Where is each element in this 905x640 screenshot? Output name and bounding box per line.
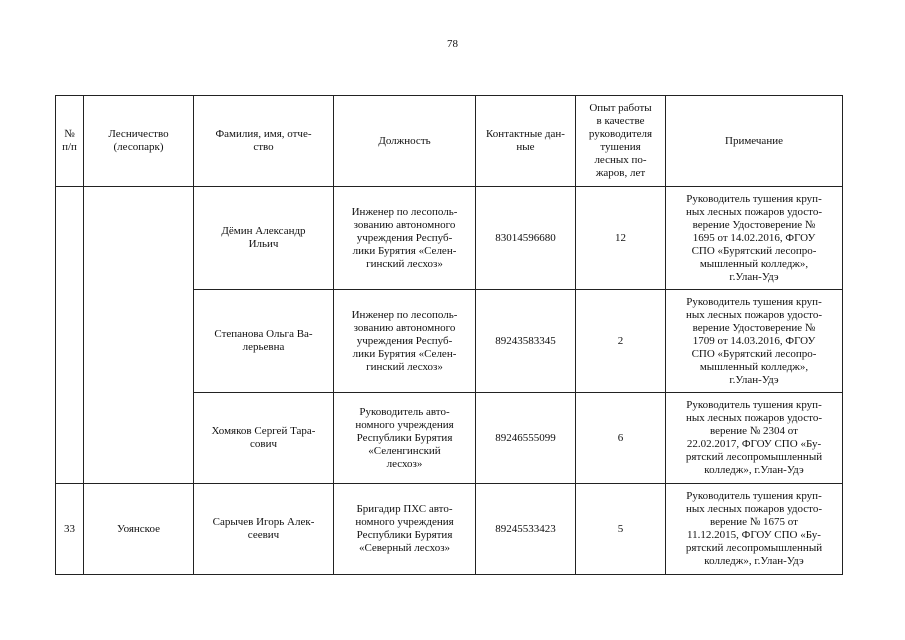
row-experience: 6 (576, 393, 666, 484)
row-forestry: Уоянское (84, 484, 194, 575)
row-position: Руководитель авто- номного учреждения Республики Бурятия «Селенгинский лесхоз» (334, 393, 476, 484)
header-contacts: Контактные дан- ные (476, 96, 576, 187)
row-name: Дёмин Александр Ильич (194, 187, 334, 290)
row-num: 33 (56, 484, 84, 575)
table-header-row (56, 96, 843, 187)
row-contacts: 89243583345 (476, 290, 576, 393)
row-note: Руководитель тушения круп- ных лесных пожаров удосто- верение № 2304 от 22.02.2017, ФГОУ СПО «Бу- рятский лесопромышленный колледж», г.Улан-Удэ (666, 393, 843, 484)
forest-fire-managers-table (55, 95, 843, 575)
row-note: Руководитель тушения круп- ных лесных пожаров удосто- верение Удостоверение № 1695 от 14.02.2016, ФГОУ СПО «Бурятский лесопро- мышленный колледж», г.Улан-Удэ (666, 187, 843, 290)
row-num-empty (56, 187, 84, 484)
header-note: Примечание (666, 96, 843, 187)
header-forestry: Лесничество (лесопарк) (84, 96, 194, 187)
row-position: Бригадир ПХС авто- номного учреждения Республики Бурятия «Северный лесхоз» (334, 484, 476, 575)
row-note: Руководитель тушения круп- ных лесных пожаров удосто- верение Удостоверение № 1709 от 14.03.2016, ФГОУ СПО «Бурятский лесопро- мышленный колледж», г.Улан-Удэ (666, 290, 843, 393)
page-number: 78 (447, 38, 458, 50)
table-row (56, 187, 843, 290)
row-experience: 5 (576, 484, 666, 575)
row-name: Степанова Ольга Ва- лерьевна (194, 290, 334, 393)
header-position: Должность (334, 96, 476, 187)
table-row (56, 484, 843, 575)
row-experience: 12 (576, 187, 666, 290)
row-contacts: 83014596680 (476, 187, 576, 290)
row-note: Руководитель тушения круп- ных лесных пожаров удосто- верение № 1675 от 11.12.2015, ФГОУ СПО «Бу- рятский лесопромышленный колледж», г.Улан-Удэ (666, 484, 843, 575)
header-name: Фамилия, имя, отче- ство (194, 96, 334, 187)
row-experience: 2 (576, 290, 666, 393)
row-forestry-empty (84, 187, 194, 484)
row-contacts: 89245533423 (476, 484, 576, 575)
row-name: Сарычев Игорь Алек- сеевич (194, 484, 334, 575)
header-num: № п/п (56, 96, 84, 187)
row-position: Инженер по лесополь- зованию автономного учреждения Респуб- лики Бурятия «Селен- гинский лесхоз» (334, 187, 476, 290)
header-experience: Опыт работы в качестве руководителя тушения лесных по- жаров, лет (576, 96, 666, 187)
row-name: Хомяков Сергей Тара- сович (194, 393, 334, 484)
row-contacts: 89246555099 (476, 393, 576, 484)
row-position: Инженер по лесополь- зованию автономного учреждения Респуб- лики Бурятия «Селен- гинский лесхоз» (334, 290, 476, 393)
